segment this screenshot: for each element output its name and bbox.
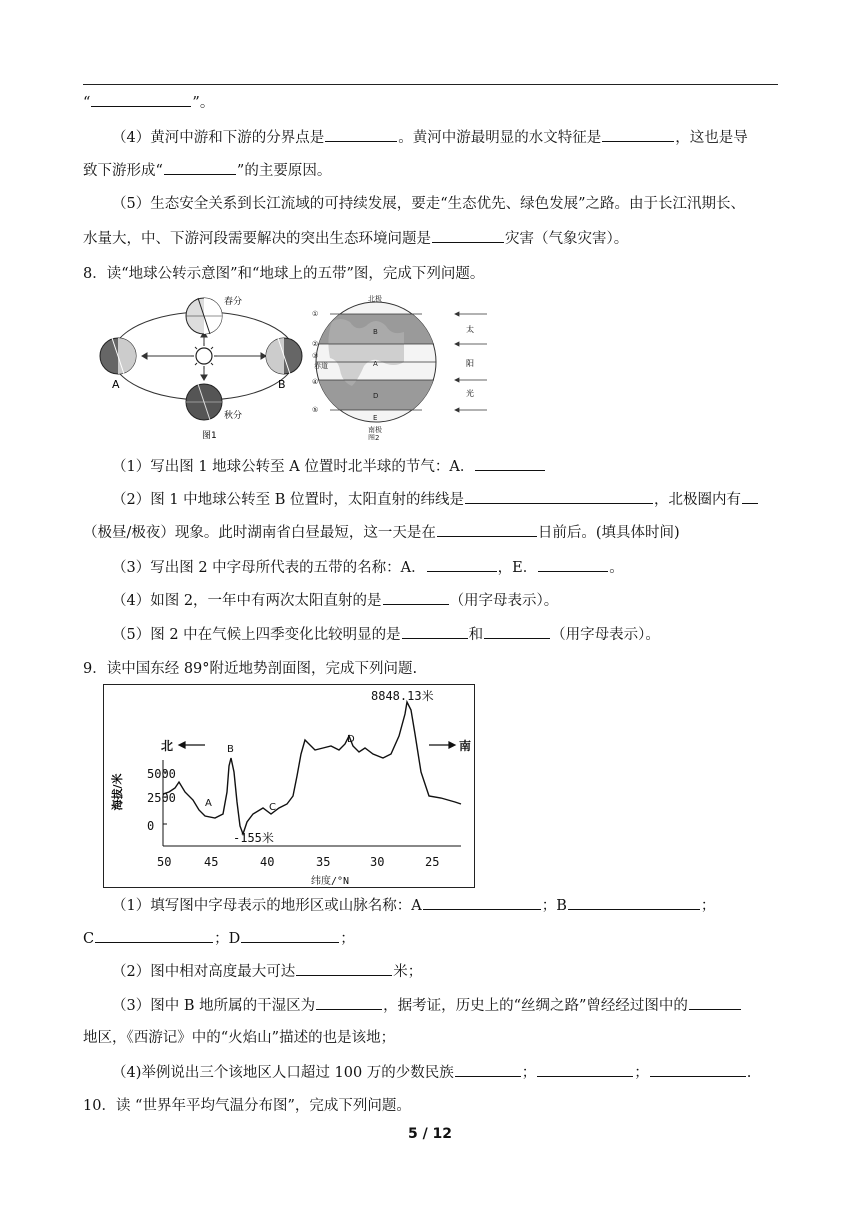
peak-label: 8848.13米 (371, 689, 434, 703)
text: 10．读 “世界年平均气温分布图”，完成下列问题。 (83, 1098, 411, 1114)
text: （4)举例说出三个该地区人口超过 100 万的少数民族 (112, 1065, 454, 1081)
label-north-pole: 北极 (368, 295, 382, 303)
text: ； (340, 931, 355, 947)
y-tick-label: 5000 (147, 767, 176, 781)
text: 8．读“地球公转示意图”和“地球上的五带”图，完成下列问题。 (83, 266, 485, 282)
zone-label-a: A (373, 360, 378, 368)
globe-autumn (186, 384, 222, 420)
text: （1）写出图 1 地球公转至 A 位置时北半球的节气：A． (112, 459, 475, 475)
text: ； (521, 1065, 537, 1081)
question-title (83, 659, 417, 679)
text-line (83, 1028, 395, 1048)
answer-blank[interactable] (91, 92, 191, 107)
x-tick-label: 35 (316, 855, 331, 869)
text: （1）填写图中字母表示的地形区或山脉名称：A (112, 898, 422, 914)
text-line (112, 1062, 751, 1083)
y-tick-label: 2500 (147, 791, 176, 805)
text-line (112, 590, 558, 611)
text-line (112, 557, 624, 578)
globe-a (100, 338, 136, 374)
text: （2）图 1 中地球公转至 B 位置时，太阳直射的纬线是 (112, 492, 465, 508)
answer-blank[interactable] (325, 127, 397, 142)
question-title (83, 264, 484, 284)
text-line (83, 228, 628, 249)
answer-blank[interactable] (484, 624, 550, 639)
text: ，E． (497, 560, 538, 576)
y-tick-label: 0 (147, 819, 155, 833)
zone-label-e: E (373, 414, 378, 422)
text-line (83, 928, 355, 949)
label-spring: 春分 (224, 297, 243, 307)
label-equator: 赤道 (314, 362, 328, 370)
text-line (83, 522, 680, 543)
answer-blank[interactable] (602, 127, 674, 142)
letter-d: D (347, 734, 355, 745)
answer-blank[interactable] (568, 895, 700, 910)
answer-blank[interactable] (465, 489, 653, 504)
page-number: 5 / 12 (407, 1126, 453, 1142)
answer-blank[interactable] (538, 557, 608, 572)
answer-blank[interactable] (432, 228, 504, 243)
text-line (112, 127, 748, 148)
south-label: 南 (459, 739, 472, 753)
answer-blank[interactable] (95, 928, 213, 943)
text: （5）图 2 中在气候上四季变化比较明显的是 (112, 627, 401, 643)
zone-label-b: B (373, 328, 378, 336)
text: ；D (214, 931, 241, 947)
answer-blank[interactable] (383, 590, 449, 605)
letter-a: A (205, 798, 212, 809)
text: （2）图中相对高度最大可达 (112, 964, 296, 980)
text: 米； (393, 964, 423, 980)
circle-label-3: ③ (312, 352, 319, 360)
circle-label-4: ④ (312, 378, 319, 386)
x-axis-label: 纬度/°N (311, 876, 350, 887)
text: . (746, 1065, 752, 1081)
globe-spring (186, 298, 222, 334)
y-axis-label: 海拔/米 (111, 773, 124, 811)
text: ”的主要原因。 (236, 163, 332, 179)
text: ，这也是导 (675, 130, 748, 146)
text: （用字母表示）。 (449, 593, 559, 609)
text: ； (634, 1065, 649, 1081)
text-line (83, 92, 214, 113)
circle-label-5: ⑤ (312, 406, 319, 414)
x-tick-label: 40 (260, 855, 275, 869)
text: 地区，《西游记》中的“火焰山”描述的也是该地； (83, 1030, 396, 1046)
text: 。黄河中游最明显的水文特征是 (398, 130, 602, 146)
text: C (83, 931, 95, 947)
text-line (112, 456, 546, 477)
circle-label-2: ② (312, 340, 319, 348)
label-a: A (112, 378, 120, 391)
answer-blank[interactable] (650, 1062, 746, 1077)
answer-blank[interactable] (475, 456, 545, 471)
x-tick-label: 30 (370, 855, 385, 869)
figure-caption: 图2 (368, 434, 380, 440)
top-rule (83, 84, 778, 85)
terrain-profile-figure (103, 684, 475, 888)
globe-b (266, 338, 302, 374)
text: （极昼/极夜）现象。此时湖南省白昼最短，这一天是在 (83, 525, 436, 541)
answer-blank[interactable] (164, 160, 236, 175)
label-sun-2: 阳 (466, 359, 474, 368)
label-b: B (278, 378, 286, 391)
text: （4）如图 2，一年中有两次太阳直射的是 (112, 593, 382, 609)
text: 水量大，中、下游河段需要解决的突出生态环境问题是 (83, 231, 431, 247)
text: （用字母表示）。 (551, 627, 660, 643)
letter-c: C (269, 802, 276, 813)
label-south-pole: 南极 (368, 426, 382, 434)
answer-blank[interactable] (316, 995, 382, 1010)
text: ”。 (192, 95, 215, 111)
answer-blank[interactable] (423, 895, 541, 910)
answer-blank[interactable] (402, 624, 468, 639)
five-zones-figure (312, 294, 492, 440)
answer-blank[interactable] (742, 489, 758, 504)
answer-blank[interactable] (296, 961, 392, 976)
text-line (112, 624, 660, 645)
text: （4）黄河中游和下游的分界点是 (112, 130, 325, 146)
text: ，据考证，历史上的“丝绸之路”曾经经过图中的 (383, 998, 688, 1014)
answer-blank[interactable] (437, 522, 537, 537)
low-point-label: -155米 (233, 831, 274, 845)
label-sun-1: 太 (466, 325, 474, 334)
text: ；B (541, 898, 567, 914)
circle-label-1: ① (312, 310, 319, 318)
text-line (112, 961, 422, 982)
text: 日前后。(填具体时间) (537, 525, 680, 541)
north-label: 北 (161, 739, 174, 753)
text-line (112, 194, 745, 214)
x-tick-label: 50 (157, 855, 172, 869)
answer-blank[interactable] (241, 928, 339, 943)
text: 灾害（气象灾害）。 (505, 231, 629, 247)
sun-icon (191, 343, 217, 369)
letter-b: B (227, 744, 234, 755)
answer-blank[interactable] (689, 995, 741, 1010)
x-tick-label: 45 (204, 855, 219, 869)
text-line (83, 160, 331, 181)
figure-caption: 图1 (202, 431, 217, 441)
earth-revolution-figure (94, 294, 312, 442)
text-line (112, 995, 742, 1016)
text: ； (700, 898, 716, 914)
text: （3）图中 B 地所属的干湿区为 (112, 998, 316, 1014)
answer-blank[interactable] (427, 557, 497, 572)
text: 和 (468, 627, 484, 643)
answer-blank[interactable] (455, 1062, 521, 1077)
text: （5）生态安全关系到长江流域的可持续发展，要走“生态优先、绿色发展”之路。由于长江汛期长、 (112, 196, 746, 212)
zone-label-d: D (373, 392, 379, 400)
text-line (112, 489, 759, 510)
text: （3）写出图 2 中字母所代表的五带的名称：A． (112, 560, 426, 576)
label-sun-3: 光 (466, 389, 474, 398)
text: “ (83, 95, 91, 111)
question-title (83, 1096, 411, 1116)
answer-blank[interactable] (537, 1062, 633, 1077)
text: 9．读中国东经 89°附近地势剖面图，完成下列问题. (83, 661, 418, 677)
text-line (112, 895, 715, 916)
text: 。 (609, 560, 624, 576)
x-tick-label: 25 (425, 855, 440, 869)
label-autumn: 秋分 (224, 411, 243, 421)
text: 致下游形成“ (83, 163, 163, 179)
text: ，北极圈内有 (654, 492, 742, 508)
